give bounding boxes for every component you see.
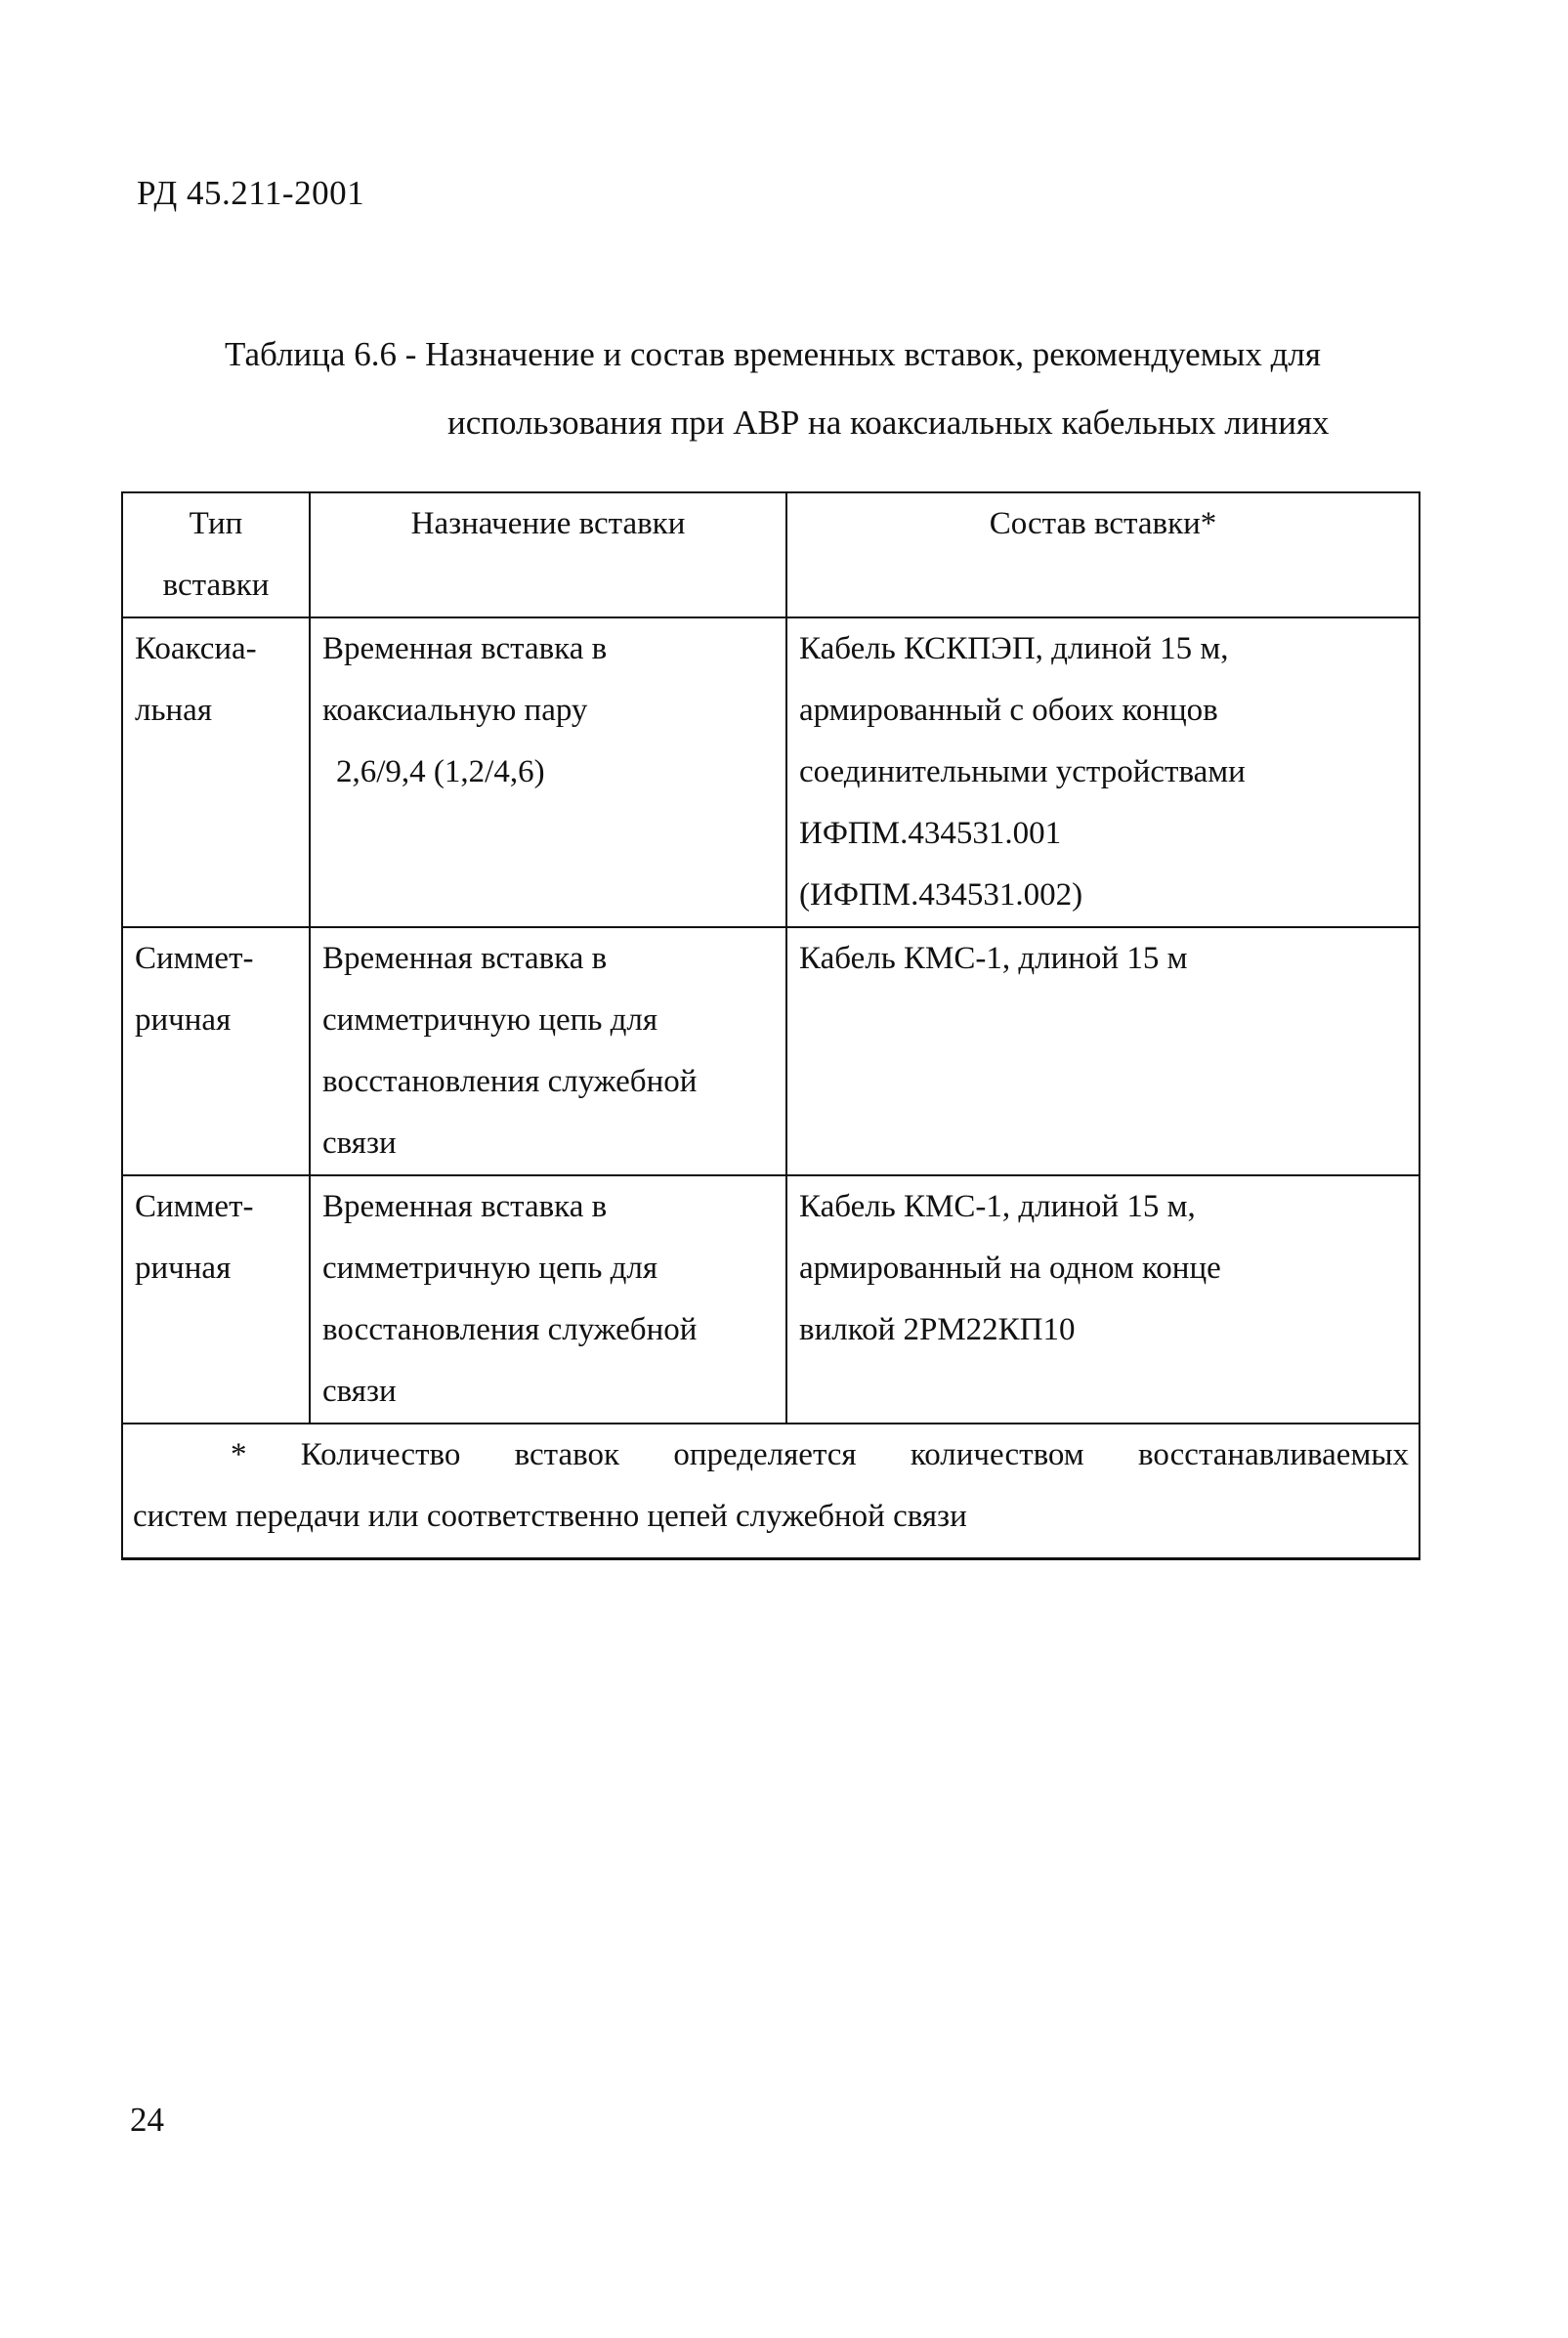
cell-line: армированный с обоих концов (799, 693, 1218, 728)
cell-line: Временная вставка в (322, 1189, 608, 1224)
header-type-line-2: вставки (162, 568, 270, 603)
cell-type (122, 617, 310, 927)
cell-line: восстановления служебной (322, 1312, 698, 1347)
table-caption-line-2: использования при АВР на коаксиальных кабельных линиях (447, 404, 1330, 442)
cell-line: армированный на одном конце (799, 1251, 1221, 1286)
cell-line: Временная вставка в (322, 941, 608, 976)
table-header-row (122, 492, 1420, 617)
footnote-line-2: систем передачи или соответственно цепей служебной связи (133, 1499, 967, 1534)
cell-type (122, 927, 310, 1175)
page-number: 24 (130, 2101, 164, 2139)
cell-line: восстановления служебной (322, 1064, 698, 1099)
cell-line: Симмет- (135, 941, 254, 976)
cell-composition (786, 617, 1420, 927)
header-composition-text: Состав вставки* (989, 506, 1217, 541)
table-footnote (122, 1424, 1420, 1559)
cell-line: Коаксиа- (135, 631, 257, 666)
cell-line: ИФПМ.434531.001 (799, 816, 1062, 851)
cell-line: симметричную цепь для (322, 1251, 658, 1286)
header-cell-type (122, 492, 310, 617)
cell-line: ричная (135, 1251, 232, 1286)
cell-line: Кабель КСКПЭП, длиной 15 м, (799, 631, 1229, 666)
cell-composition (786, 927, 1420, 1175)
header-purpose-text: Назначение вставки (410, 506, 686, 541)
table-footnote-row (122, 1424, 1420, 1559)
cell-line: коаксиальную пару (322, 693, 588, 728)
cell-line: Кабель КМС-1, длиной 15 м, (799, 1189, 1196, 1224)
cell-line: Симмет- (135, 1189, 254, 1224)
cell-line: симметричную цепь для (322, 1002, 658, 1038)
cell-line: связи (322, 1126, 397, 1161)
table-caption (225, 320, 1417, 457)
cell-purpose (310, 1175, 786, 1424)
cell-line: Кабель КМС-1, длиной 15 м (799, 941, 1188, 976)
document-code: РД 45.211-2001 (137, 174, 365, 212)
cell-line: ричная (135, 1002, 232, 1038)
cell-line: Временная вставка в (322, 631, 608, 666)
cell-line: связи (322, 1374, 397, 1409)
header-cell-purpose (310, 492, 786, 617)
cell-purpose (310, 927, 786, 1175)
inserts-table (121, 491, 1420, 1560)
cell-composition (786, 1175, 1420, 1424)
cell-line: вилкой 2РМ22КП10 (799, 1312, 1076, 1347)
cell-purpose (310, 617, 786, 927)
cell-line: льная (135, 693, 213, 728)
header-cell-composition (786, 492, 1420, 617)
table-row (122, 927, 1420, 1175)
cell-line: 2,6/9,4 (1,2/4,6) (336, 754, 545, 789)
header-type-line-1: Тип (189, 506, 243, 541)
table-row (122, 617, 1420, 927)
table-row (122, 1175, 1420, 1424)
cell-line: соединительными устройствами (799, 754, 1246, 789)
cell-type (122, 1175, 310, 1424)
footnote-line-1: * Количество вставок определяется количеством восстанавливаемых (231, 1437, 1409, 1472)
table-caption-line-1: Таблица 6.6 - Назначение и состав временных вставок, рекомендуемых для (225, 335, 1321, 373)
cell-line: (ИФПМ.434531.002) (799, 877, 1083, 913)
